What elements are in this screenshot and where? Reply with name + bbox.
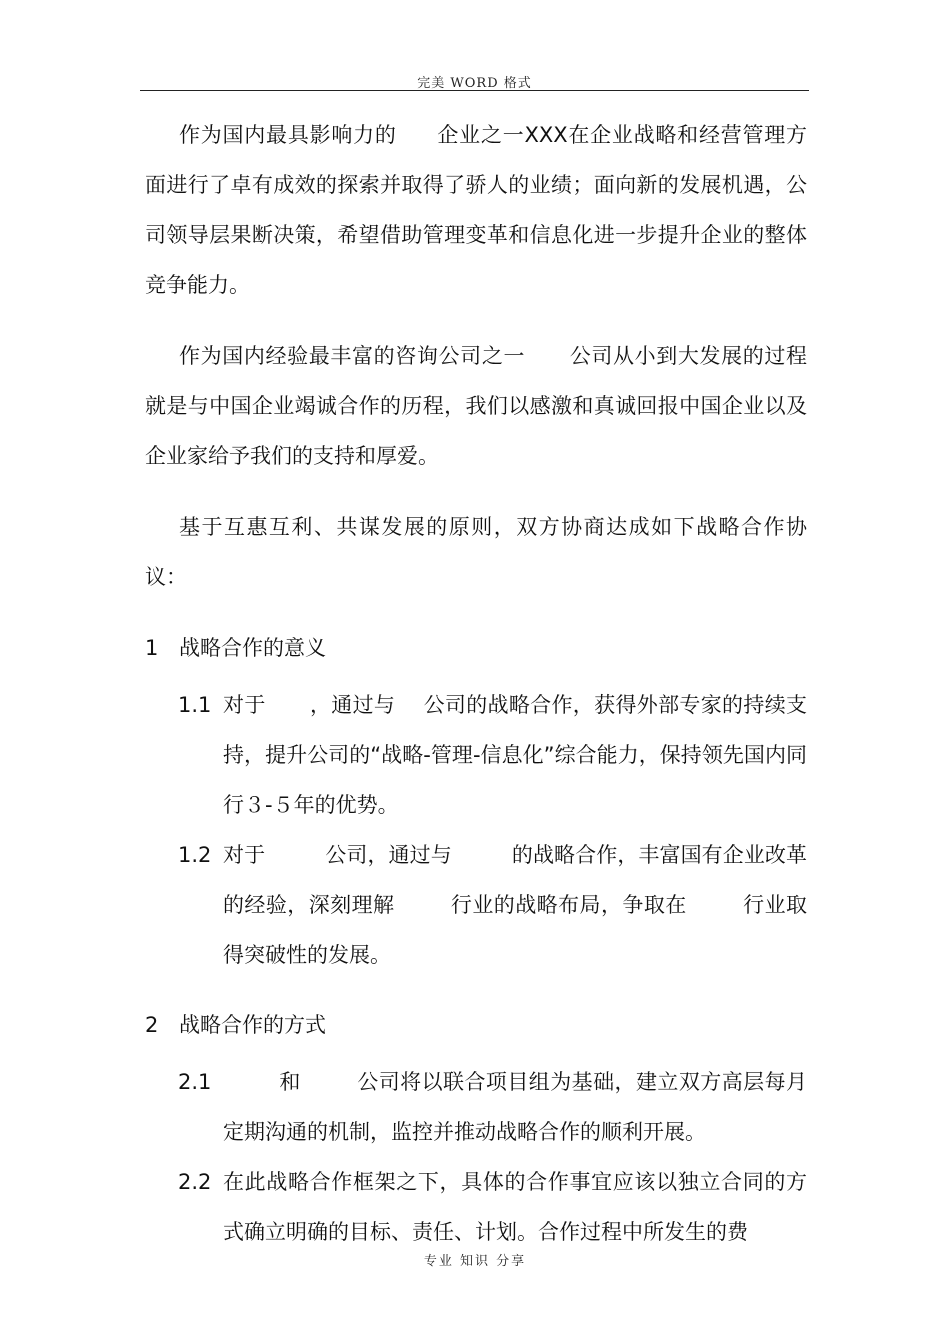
page-footer: 专业 知识 分享 — [423, 1254, 527, 1269]
clause-text: 公司将以联合项目组为基础，建立双方高层每月定期沟通的机制，监控并推动战略合作的顺利开展。 — [223, 1070, 808, 1144]
paragraph-intro-3: 基于互惠互利、共谋发展的原则，双方协商达成如下战略合作协议： — [145, 515, 807, 589]
section-title: 战略合作的方式 — [179, 1013, 326, 1037]
clause-text: 对于 — [223, 693, 266, 717]
clause-text: 公司的战略合作，获得外部专家的持续支持，提升公司的“战略-管理-信息化”综合能力，保持领先国内同行３-５年的优势。 — [223, 693, 808, 817]
clause-number: 2.1 — [178, 1070, 212, 1094]
section-number: 2 — [145, 1013, 159, 1037]
clause-2-2 — [145, 1157, 807, 1257]
clause-text: 在此战略合作框架之下，具体的合作事宜应该以独立合同的方式确立明确的目标、责任、计划。合作过程中所发生的费 — [223, 1170, 807, 1244]
paragraph-intro-1 — [145, 110, 807, 310]
clause-text: 的战略合作，丰富国有企业改革的经验，深刻理解 — [223, 843, 808, 917]
clause-text: 行业的战略布局，争取在 — [450, 893, 687, 917]
clause-number: 1.2 — [178, 843, 212, 867]
clause-text: 行业取得突破性的发展。 — [223, 893, 808, 967]
paragraph-text: 企业之一XXX在企业战略和经营管理方面进行了卓有成效的探索并取得了骄人的业绩；面向新的发展机遇，公司领导层果断决策，希望借助管理变革和信息化进一步提升企业的整体竞争能力。 — [145, 123, 807, 297]
section-heading-1 — [145, 623, 807, 673]
clause-1-2 — [145, 830, 807, 980]
header-rule — [140, 90, 809, 91]
paragraph-text: 公司从小到大发展的过程就是与中国企业竭诚合作的历程，我们以感激和真诚回报中国企业以及企业家给予我们的支持和厚爱。 — [145, 344, 808, 468]
clause-text: ，通过与 — [309, 693, 396, 717]
paragraph-intro-2 — [145, 331, 807, 481]
paragraph-text: 作为国内经验最丰富的咨询公司之一 — [179, 344, 526, 368]
clause-text: 对于 — [223, 843, 266, 867]
paragraph-text: 作为国内最具影响力的 — [179, 123, 397, 147]
document-body — [145, 110, 807, 1257]
section-title: 战略合作的意义 — [179, 636, 326, 660]
section-number: 1 — [145, 636, 159, 660]
clause-1-1 — [145, 680, 807, 830]
clause-number: 2.2 — [178, 1170, 212, 1194]
page-header: 完美 WORD 格式 — [417, 76, 532, 91]
section-heading-2 — [145, 1000, 807, 1050]
clause-text: 和 — [279, 1070, 301, 1094]
clause-number: 1.1 — [178, 693, 212, 717]
clause-2-1 — [145, 1057, 807, 1157]
clause-text: 公司，通过与 — [325, 843, 452, 867]
